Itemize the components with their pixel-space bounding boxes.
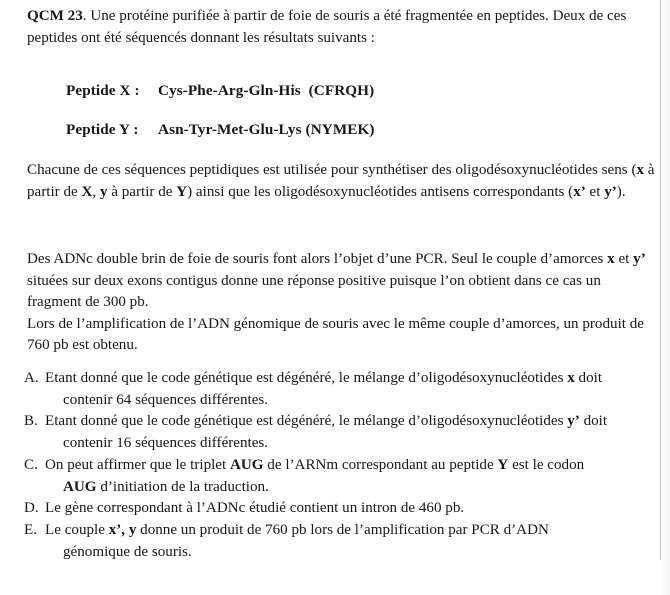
option-b-continuation: contenir 16 séquences différentes. [63, 435, 269, 452]
scan-page-edge-line [660, 0, 661, 560]
synthesis-text-1: Chacune de ces séquences peptidiques est utilisée pour synthétiser des oligodésoxynucléotides sens ( [27, 162, 637, 178]
question-intro [27, 6, 651, 49]
option-c-text-1: On peut affirmer que le triplet [45, 456, 230, 473]
option-c-letter: C. [24, 456, 38, 473]
answer-option-a[interactable] [24, 368, 656, 411]
pcr-text-1: Des ADNc double brin de foie de souris font alors l’objet d’une PCR. Seul le couple d’amorces [27, 251, 608, 267]
option-e-text-1: Le couple [45, 521, 109, 538]
peptide-x-row [66, 80, 374, 102]
pcr-primer-y: y’ [633, 251, 646, 267]
option-b-text-1: Etant donné que le code génétique est dégénéré, le mélange d’oligodésoxynucléotides [45, 413, 568, 430]
option-d-text [45, 498, 656, 520]
option-a-text [45, 368, 656, 411]
pcr-text-3: situées sur deux exons contigus donne une réponse positive puisque l’on obtient dans ce cas un fragment de 300 pb. [27, 272, 601, 310]
pcr-primer-x: x [607, 251, 615, 267]
synthesis-text-5: ) ainsi que les oligodésoxynucléotides antisens correspondants ( [187, 183, 574, 200]
synthesis-anti-x: x’ [573, 183, 586, 200]
answer-options-list [24, 368, 656, 563]
option-a-text-1: Etant donné que le code génétique est dégénéré, le mélange d’oligodésoxynucléotides [45, 370, 568, 386]
option-e-letter: E. [24, 521, 37, 538]
synthesis-sense-y: y [99, 183, 108, 200]
peptide-y-row [66, 119, 375, 141]
option-a-continuation: contenir 64 séquences différentes. [63, 391, 269, 408]
option-b-text [45, 411, 656, 454]
option-d-text-1: Le gène correspondant à l’ADNc étudié contient un intron de 460 pb. [45, 500, 465, 517]
question-intro-text: Une protéine purifiée à partir de foie de souris a été fragmentée en peptides. Deux de ces peptides ont été séquencés donnant les résultats suivants : [27, 8, 627, 46]
question-id-suffix: . [82, 8, 87, 24]
peptide-x-code: (CFRQH) [308, 82, 375, 99]
option-c-continuation-wrap [45, 477, 656, 499]
option-c-text-3: est le codon [508, 456, 585, 473]
option-e-text-2: donne un produit de 760 pb lors de l’amplification par PCR d’ADN [136, 521, 549, 538]
synthesis-cap-y: Y [176, 183, 188, 200]
paragraph-pcr [27, 249, 657, 357]
option-a-emphasis: x [567, 370, 575, 386]
option-c-emphasis-y: Y [497, 456, 509, 473]
peptide-y-label: Peptide Y : [66, 121, 139, 138]
synthesis-anti-y: y’ [604, 183, 617, 200]
synthesis-text-6: et [585, 183, 605, 200]
option-c-text-2: de l’ARNm correspondant au peptide [263, 456, 498, 473]
synthesis-cap-x: X [81, 183, 93, 200]
answer-option-c[interactable] [24, 455, 656, 498]
answer-option-e[interactable] [24, 520, 656, 563]
paragraph-synthesis [27, 160, 655, 203]
option-c-continuation-emphasis: AUG [63, 478, 97, 495]
peptide-y-sequence: Asn-Tyr-Met-Glu-Lys [158, 121, 302, 138]
option-a-letter: A. [24, 370, 39, 386]
synthesis-sense-x: x [636, 162, 645, 178]
option-d-letter: D. [24, 500, 39, 517]
option-c-emphasis-aug: AUG [229, 456, 264, 473]
peptide-y-code: (NYMEK) [305, 121, 375, 138]
synthesis-text-4: à partir de [107, 183, 177, 200]
option-b-emphasis: y’ [567, 413, 580, 430]
synthesis-text-2: à partir de [27, 162, 655, 200]
synthesis-text-7: ). [616, 183, 626, 200]
scan-page-margin [661, 0, 670, 595]
option-b-text-2: doit [579, 413, 608, 430]
pcr-text-2: et [614, 251, 634, 267]
option-a-text-2: doit [574, 370, 603, 386]
option-c-continuation: d’initiation de la traduction. [96, 478, 269, 495]
question-id: QCM 23 [27, 8, 83, 24]
answer-option-d[interactable] [24, 498, 656, 520]
option-b-letter: B. [24, 413, 38, 430]
peptide-x-sequence: Cys-Phe-Arg-Gln-His [158, 82, 301, 99]
peptide-x-label: Peptide X : [66, 82, 140, 99]
option-e-continuation: génomique de souris. [63, 543, 192, 560]
pcr-text-line2: Lors de l’amplification de l’ADN génomique de souris avec le même couple d’amorces, un produit de 760 pb est obtenu. [27, 315, 644, 353]
synthesis-text-3: , [92, 183, 100, 200]
option-e-emphasis: x’, y [108, 521, 137, 538]
option-c-text [45, 455, 656, 498]
answer-option-b[interactable] [24, 411, 656, 454]
option-e-text [45, 520, 656, 563]
